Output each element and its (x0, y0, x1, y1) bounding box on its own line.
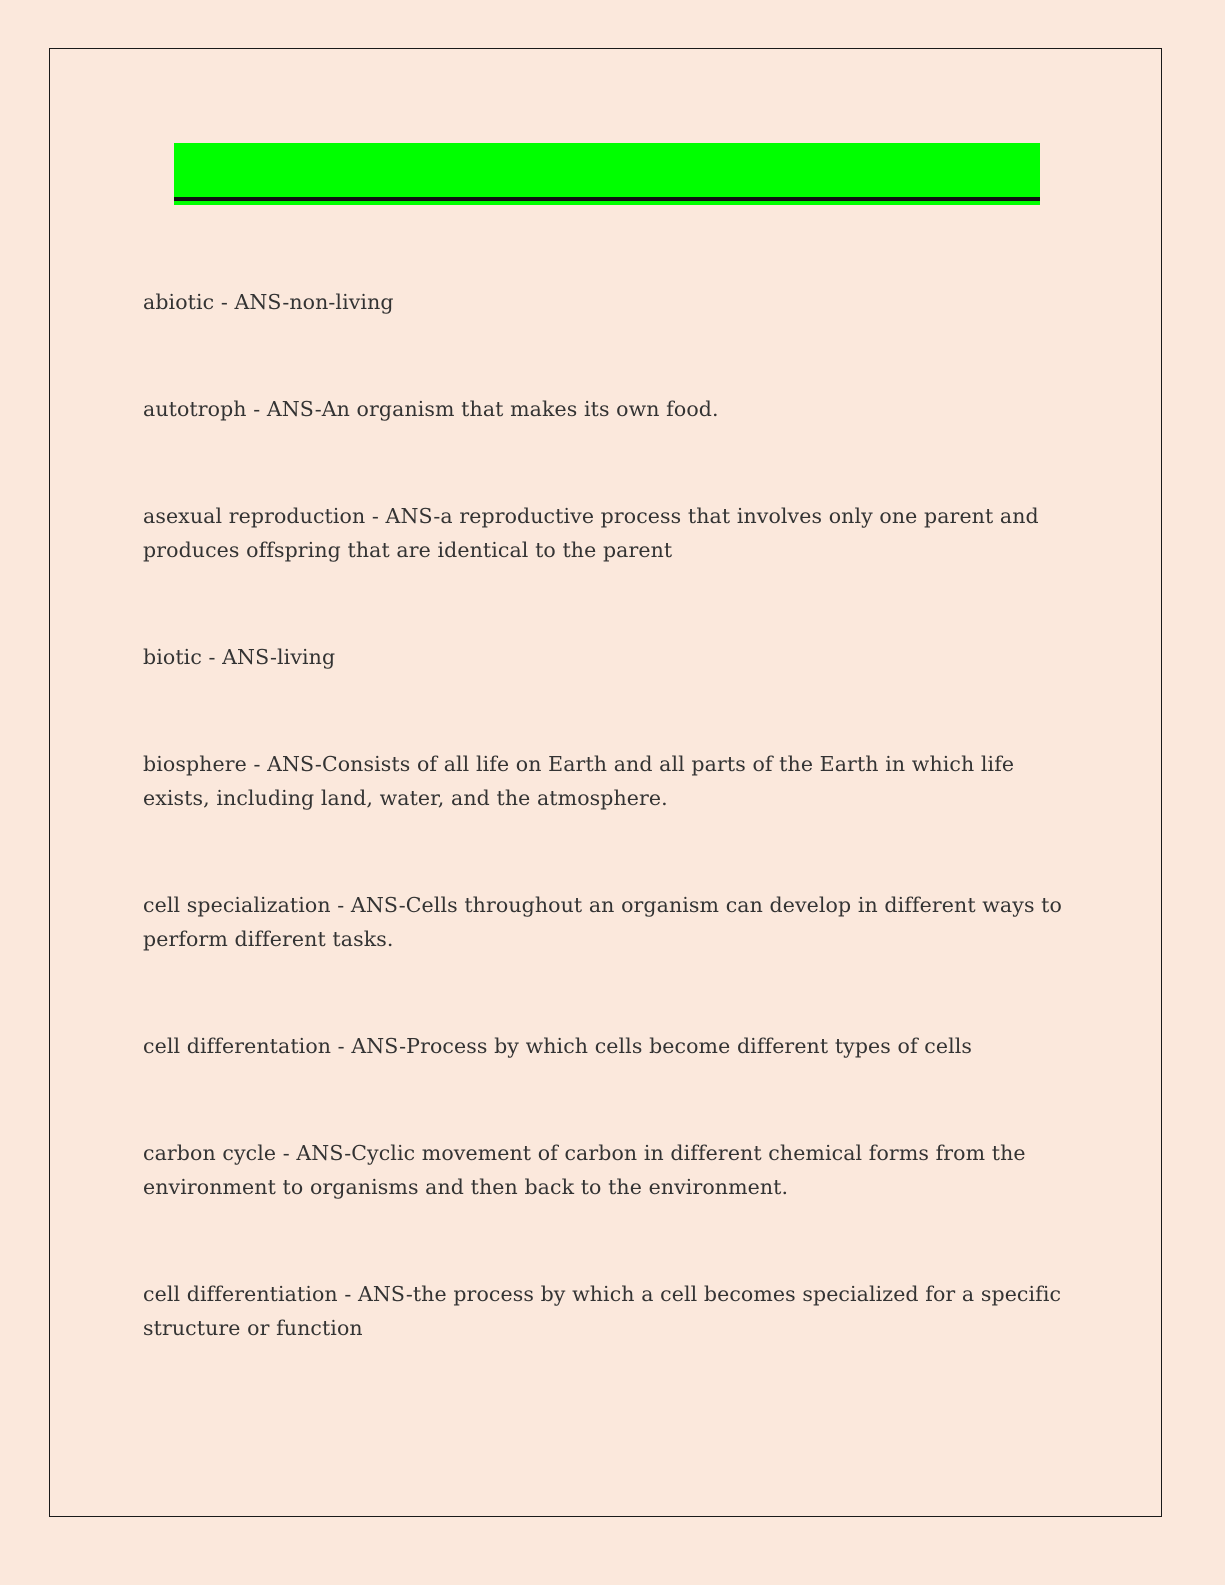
glossary-entry: cell differentation - ANS-Process by which cells become different types of cells (143, 1034, 973, 1058)
header-highlight-bar (174, 143, 1040, 205)
glossary-list (143, 285, 1083, 1418)
glossary-entry: carbon cycle - ANS-Cyclic movement of carbon in different chemical forms from the environment to organisms and then back to the environment. (143, 1141, 1026, 1199)
glossary-entry: cell specialization - ANS-Cells throughout an organism can develop in different ways to perform different tasks. (143, 893, 1062, 951)
glossary-entry: asexual reproduction - ANS-a reproductive process that involves only one parent and produces offspring that are identical to the parent (143, 504, 1039, 562)
glossary-entry: autotroph - ANS-An organism that makes its own food. (143, 397, 719, 421)
glossary-entry: cell differentiation - ANS-the process by which a cell becomes specialized for a specific structure or function (143, 1282, 1062, 1340)
header-underline (174, 197, 1040, 201)
glossary-entry: biotic - ANS-living (143, 645, 336, 669)
glossary-entry: abiotic - ANS-non-living (143, 290, 394, 314)
glossary-entry: biosphere - ANS-Consists of all life on Earth and all parts of the Earth in which life exists, including land, water, and the atmosphere. (143, 752, 1015, 810)
